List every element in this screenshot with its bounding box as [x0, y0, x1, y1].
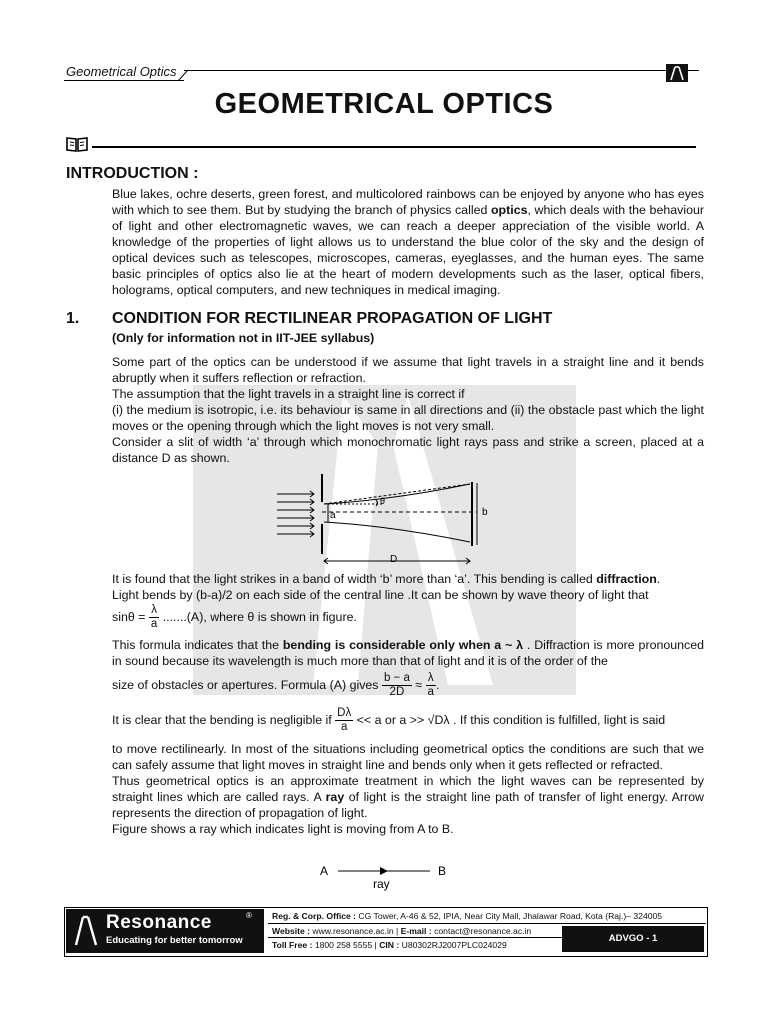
intro-heading: INTRODUCTION :: [66, 165, 199, 182]
resonance-logo-icon: [72, 915, 100, 947]
footer-tollfree: Toll Free : 1800 258 5555 | CIN : U80302RJ2007PLC024029: [272, 940, 507, 950]
header-label: Geometrical Optics: [66, 64, 177, 79]
footer-logo: [66, 909, 264, 953]
footer-divider-1: [268, 923, 706, 924]
page-title: GEOMETRICAL OPTICS: [214, 88, 554, 120]
section-subtitle: (Only for information not in IIT-JEE syllabus): [112, 331, 375, 345]
book-icon: [66, 136, 88, 157]
section-title: CONDITION FOR RECTILINEAR PROPAGATION OF LIGHT: [112, 310, 553, 327]
figure-label-D: D: [390, 554, 398, 565]
formula-condition: It is clear that the bending is negligible if $\frac{D\lambda}{a}$ << a or a >> √Dλ . If this condition is fulfilled, light is said: [112, 707, 666, 733]
formula-approx: size of obstacles or apertures. Formula (A) gives $\frac{b - a}{2D}$ ≈ $\frac{\lambda}{a}$ .: [112, 672, 440, 698]
ray-label: ray: [373, 877, 390, 891]
footer-brand-reg: ®: [246, 911, 252, 920]
footer-website: Website : www.resonance.ac.in | E-mail : contact@resonance.ac.in: [272, 926, 532, 936]
intro-paragraph: Blue lakes, ochre deserts, green forest, and multicolored rainbows can be enjoyed by anyone who has eyes with which to see them. But by studying the branch of physics called optics, which deals with the behaviour of light and other electromagnetic waves, we can reach a deeper appreciation of the visible world. A knowledge of the properties of light allows us to understand the blue color of the sky and the design of optical devices such as telescopes, microscopes, cameras, eyeglasses, and the human eyes. The same basic principles of optics also lie at the heart of modern developments such as the laser, optical fibers, holograms, optical computers, and new techniques in medical imaging.: [112, 187, 704, 297]
ray-figure: [318, 862, 458, 892]
footer-brand: Resonance: [106, 912, 212, 933]
page-code: ADVGO - 1: [562, 926, 704, 952]
footer-office: Reg. & Corp. Office : CG Tower, A-46 & 52, IPIA, Near City Mall, Jhalawar Road, Kota (Raj.)– 324005: [272, 911, 663, 921]
section-paragraph-1: Some part of the optics can be understood if we assume that light travels in a straight line and it bends abruptly when it suffers reflection or refraction. The assumption that the light travels in a straight line is correct if (i) the medium is isotropic, i.e. its behaviour is same in all directions and (ii) the obstacle past which the light moves or the opening through which the light moves is not very small. Consider a slit of width ‘a’ through which monochromatic light rays pass and strike a screen, placed at a distance D as shown.: [112, 355, 704, 465]
header-divider: [64, 80, 184, 81]
footer-tagline: Educating for better tomorrow: [106, 935, 243, 946]
figure-label-theta: θ: [380, 496, 386, 506]
section-number: 1.: [66, 310, 80, 327]
section-paragraph-4: to move rectilinearly. In most of the situations including geometrical optics the conditions are such that we can safely assume that light moves in straight line and bends only when it gets reflected or refracted. Thus geometrical optics is an approximate treatment in which the light waves can be represented by straight lines which are called rays. A ray of light is the straight line path of transfer of light energy. Arrow represents the direction of propagation of light. Figure shows a ray which indicates light is moving from A to B.: [112, 742, 704, 836]
slit-diffraction-figure: [272, 466, 502, 576]
figure-label-a: a: [330, 510, 336, 521]
section-paragraph-3: This formula indicates that the bending is considerable only when a ~ λ . Diffraction is more pronounced in sound because its wavelength is much more than that of light and it is of the order of the: [112, 638, 705, 668]
header-divider-top: [184, 70, 699, 71]
ray-label-b: B: [438, 864, 447, 878]
header-logo-icon: [666, 64, 688, 82]
footer-divider-2: [268, 937, 562, 938]
formula-A: sinθ = $\frac{\lambda}{a}$ .......(A), where θ is shown in figure.: [112, 604, 357, 630]
ray-label-a: A: [320, 864, 329, 878]
section-paragraph-2: It is found that the light strikes in a band of width ‘b’ more than ‘a’. This bending is called diffraction. Light bends by (b-a)/2 on each side of the central line .It can be shown by wave theory of light that: [112, 572, 661, 602]
figure-label-b: b: [482, 507, 488, 518]
section-rule: [92, 146, 696, 148]
